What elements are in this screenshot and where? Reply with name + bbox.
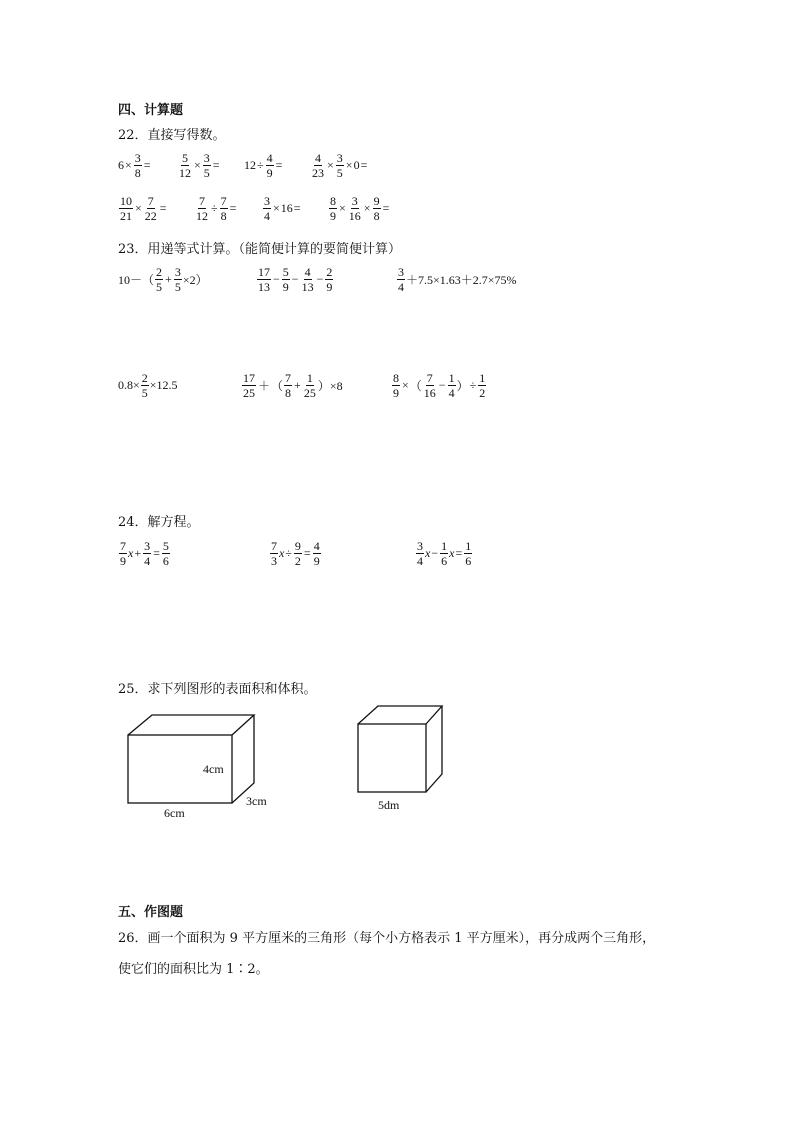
expression-tail: ×2）: [182, 273, 208, 287]
q23-expression-1: [118, 266, 208, 293]
fraction: $\frac{5}{9}$: [282, 265, 289, 294]
operator: −: [431, 546, 439, 560]
section-title-drawing: 五、作图题: [118, 905, 184, 920]
fraction: $\frac{8}{9}$: [330, 194, 336, 223]
operand: 16: [280, 201, 293, 215]
fraction: $\frac{10}{21}$: [120, 194, 132, 223]
operand: 12: [244, 158, 256, 172]
operator: ×: [194, 158, 201, 172]
fraction: $\frac{4}{9}$: [266, 151, 273, 180]
fraction: $\frac{7}{8}$: [220, 194, 227, 223]
equals-sign: =: [360, 158, 368, 172]
q22-expression-8: [328, 195, 390, 222]
operator: ÷: [469, 378, 477, 392]
cube-edge-label: 5dm: [378, 798, 400, 812]
fraction: $\frac{3}{4}$: [264, 194, 270, 223]
question-22-prompt: 22．直接写得数。: [118, 128, 226, 143]
equals-sign: =: [455, 546, 463, 560]
operand: 0: [353, 158, 360, 172]
fraction: $\frac{4}{9}$: [313, 539, 320, 568]
q23-expression-2: [256, 266, 334, 293]
operand: 6: [118, 158, 124, 172]
cuboid-side-face: [232, 715, 254, 803]
fraction: $\frac{7}{12}$: [196, 194, 208, 223]
fraction: $\frac{8}{9}$: [393, 371, 399, 400]
question-26-line-1: 26．画一个面积为 9 平方厘米的三角形（每个小方格表示 1 平方厘米），再分成两个三角形，: [118, 931, 656, 946]
fraction: $\frac{2}{9}$: [326, 265, 333, 294]
fraction: $\frac{3}{5}$: [336, 151, 343, 180]
question-24-prompt: 24．解方程。: [118, 515, 200, 530]
fraction: $\frac{1}{4}$: [448, 371, 455, 400]
operator: ×: [363, 201, 371, 215]
equals-sign: =: [382, 201, 390, 215]
operator: ＋: [258, 379, 271, 393]
fraction: $\frac{17}{25}$: [243, 371, 255, 400]
fraction: $\frac{7}{8}$: [285, 371, 292, 400]
operator: ×: [327, 158, 334, 172]
fraction: $\frac{5}{6}$: [162, 539, 169, 568]
operator: −: [316, 272, 324, 286]
cube-top-face: [358, 706, 442, 724]
q22-expression-1: [118, 152, 152, 179]
fraction: $\frac{17}{13}$: [258, 265, 270, 294]
left-paren: （: [409, 379, 422, 393]
q22-expression-6: [194, 195, 237, 222]
q22-expression-2: [177, 152, 221, 179]
fraction: $\frac{3}{4}$: [417, 539, 423, 568]
q22-expression-4: [310, 152, 368, 179]
variable-x: x: [449, 546, 455, 560]
cube-front-face: [358, 724, 426, 792]
cuboid-length-label: 6cm: [164, 806, 185, 820]
q22-expression-5: [118, 195, 168, 222]
q22-expression-3: [244, 152, 283, 179]
fraction: $\frac{3}{16}$: [348, 194, 361, 223]
cuboid-width-label: 3cm: [246, 794, 267, 808]
fraction: $\frac{3}{5}$: [203, 151, 210, 180]
operator: ×: [339, 201, 346, 215]
fraction: $\frac{2}{5}$: [141, 371, 148, 400]
section-title-calculation: 四、计算题: [118, 103, 184, 118]
right-paren: ）: [456, 379, 469, 393]
expression-tail: ＋7.5×1.63＋2.7×75%: [406, 273, 517, 287]
variable-x: x: [279, 546, 285, 560]
fraction: $\frac{5}{12}$: [179, 151, 191, 180]
q24-equation-3: [415, 540, 473, 567]
operator: ×: [125, 158, 132, 172]
cuboid-height-label: 4cm: [203, 762, 224, 776]
q24-equation-2: [269, 540, 322, 567]
operand: 0.8×: [118, 378, 140, 392]
variable-x: x: [425, 546, 431, 560]
operator: ×: [402, 378, 409, 392]
left-paren: （: [271, 379, 284, 393]
q23-expression-5: [241, 372, 343, 399]
equals-sign: =: [229, 201, 237, 215]
fraction: $\frac{1}{6}$: [465, 539, 472, 568]
fraction: $\frac{1}{6}$: [441, 539, 448, 568]
q24-equation-1: [118, 540, 171, 567]
operator: +: [134, 546, 142, 560]
equals-sign: =: [143, 158, 151, 172]
fraction: $\frac{7}{16}$: [423, 371, 436, 400]
fraction: $\frac{2}{5}$: [156, 265, 163, 294]
fraction: $\frac{7}{22}$: [144, 194, 157, 223]
q23-expression-6: [391, 372, 487, 399]
operator: −: [291, 272, 299, 286]
equals-sign: =: [275, 158, 283, 172]
equals-sign: =: [212, 158, 220, 172]
fraction: $\frac{9}{8}$: [373, 194, 380, 223]
operator: −: [273, 272, 280, 286]
operator: ×: [345, 158, 353, 172]
fraction: $\frac{7}{3}$: [271, 539, 277, 568]
cuboid-top-face: [128, 715, 254, 735]
equals-sign: =: [303, 546, 311, 560]
question-23-prompt: 23．用递等式计算。（能简便计算的要简便计算）: [118, 242, 402, 257]
operator: ÷: [211, 201, 218, 215]
equals-sign: =: [153, 546, 160, 560]
expression-tail: ）×8: [317, 379, 343, 393]
operand: 10－: [118, 273, 143, 287]
fraction: $\frac{1}{2}$: [479, 371, 486, 400]
operator: ÷: [257, 158, 264, 172]
fraction: $\frac{3}{5}$: [174, 265, 181, 294]
fraction: $\frac{3}{4}$: [144, 539, 151, 568]
fraction: $\frac{3}{4}$: [398, 265, 404, 294]
operator: ×: [135, 201, 142, 215]
fraction: $\frac{4}{23}$: [312, 151, 324, 180]
equals-sign: =: [293, 201, 301, 215]
operator: −: [438, 378, 446, 392]
cube-diagram: [352, 702, 452, 802]
q23-expression-4: [118, 372, 178, 399]
operator: +: [165, 272, 172, 286]
operator: +: [294, 378, 301, 392]
fraction: $\frac{9}{2}$: [294, 539, 301, 568]
question-25-prompt: 25．求下列图形的表面积和体积。: [118, 682, 317, 697]
variable-x: x: [128, 546, 134, 560]
cube-side-face: [426, 706, 442, 792]
q23-expression-3: [396, 266, 517, 293]
question-26-line-2: 使它们的面积比为 1∶2。: [118, 962, 269, 977]
fraction: $\frac{1}{25}$: [303, 371, 316, 400]
fraction: $\frac{4}{13}$: [301, 265, 314, 294]
fraction: $\frac{7}{9}$: [120, 539, 126, 568]
left-paren: （: [142, 273, 155, 287]
q22-expression-7: [262, 195, 302, 222]
operator: ÷: [285, 546, 292, 560]
equals-sign: =: [159, 201, 167, 215]
fraction: $\frac{3}{8}$: [134, 151, 141, 180]
expression-tail: ×12.5: [149, 378, 178, 392]
operator: ×: [273, 201, 280, 215]
